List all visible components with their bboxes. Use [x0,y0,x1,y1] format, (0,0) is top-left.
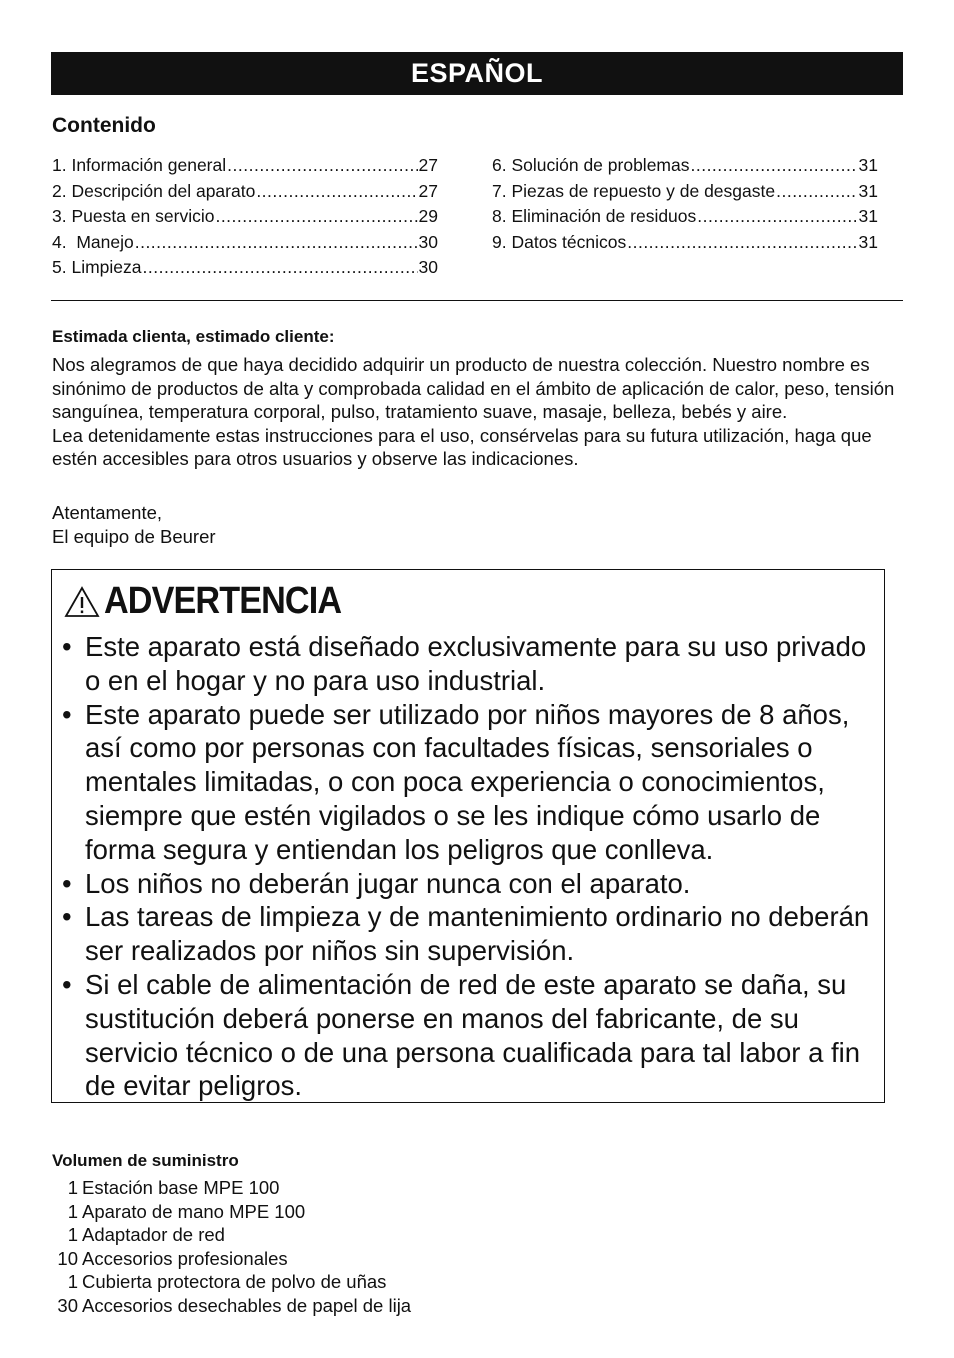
warning-item [62,867,882,901]
warning-title: ADVERTENCIA [104,580,342,622]
supply-qty: 1 [67,1200,78,1222]
toc-entry[interactable] [492,204,878,230]
warning-item-text: Este aparato está diseñado exclusivamente para su uso privado o en el hogar y no para uso industrial. [85,631,867,696]
toc-leader-dots [227,153,417,179]
supply-title: Volumen de suministro [52,1151,239,1170]
bullet: • [62,698,72,730]
toc-leader-dots [256,179,417,205]
toc-entry[interactable] [52,153,438,179]
toc-entry-page: 31 [858,180,878,201]
toc-entry[interactable] [52,204,438,230]
toc-entry-label: 8. Eliminación de residuos [492,206,697,226]
toc-entry-label: 5. Limpieza [52,257,142,277]
toc-entry-label: 6. Solución de problemas [492,155,690,175]
bullet: • [62,631,72,662]
warning-item-text: Las tareas de limpieza y de mantenimiento ordinario no deberán ser realizados por niños sin supervisión. [85,901,870,967]
closing-signature [52,501,216,548]
warning-list [62,630,882,1103]
supply-item-name: Accesorios desechables de papel de lija [82,1294,412,1316]
supply-list [52,1176,411,1317]
toc-entry-label: 3. Puesta en servicio [52,206,215,226]
toc-entry-page: 31 [858,231,878,252]
toc-title: Contenido [52,114,156,137]
warning-header [64,580,367,623]
warning-item [62,900,882,968]
bullet: • [62,901,72,933]
supply-qty: 1 [67,1177,78,1198]
toc-column-right [492,153,878,255]
supply-item [52,1176,411,1200]
bullet: • [62,968,72,1000]
supply-qty: 1 [67,1224,78,1245]
warning-item-text: Este aparato puede ser utilizado por niños mayores de 8 años, así como por personas con facultades físicas, sensoriales o mentales limitadas, o con poca experiencia o conocimientos, siempre que estén vigilados o se les indique cómo usarlo de forma segura y entiendan los peligros que conlleva. [85,698,850,865]
intro-paragraph: Lea detenidamente estas instrucciones para el uso, consérvelas para su futura utilización, haga que estén accesibles para otros usuarios y observe las indicaciones. [52,424,872,469]
warning-item [62,968,882,1103]
toc-leader-dots [215,204,417,230]
warning-item-text: Los niños no deberán jugar nunca con el aparato. [85,867,691,899]
closing-line: Atentamente, [52,502,163,523]
toc-entry[interactable] [492,179,878,205]
toc-entry-label: 4. Manejo [52,231,134,252]
toc-leader-dots [135,230,418,256]
language-title: ESPAÑOL [410,58,543,88]
toc-entry-page: 27 [418,180,438,201]
supply-item-name: Aparato de mano MPE 100 [82,1200,306,1222]
warning-triangle-icon [64,586,100,618]
toc-entry-page: 30 [418,257,438,277]
toc-column-left [52,153,438,281]
toc-leader-dots [627,230,857,256]
supply-item-name: Adaptador de red [82,1224,225,1245]
warning-box [51,569,885,1103]
intro-paragraph: Nos alegramos de que haya decidido adquirir un producto de nuestra colección. Nuestro nombre es sinónimo de productos de alta y comprobada calidad en el ámbito de aplicación de calor, peso, tensión sanguínea, temperatura corporal, pulso, tratamiento suave, masaje, belleza, bebés y aire. [52,354,895,422]
toc-entry-label: 7. Piezas de repuesto y de desgaste [492,180,776,201]
supply-item-name: Cubierta protectora de polvo de uñas [82,1271,387,1292]
toc-entry[interactable] [492,230,878,256]
toc-entry-page: 27 [418,155,438,175]
toc-entry[interactable] [52,230,438,256]
section-divider [51,300,903,301]
toc-entry-label: 2. Descripción del aparato [52,180,256,201]
toc-entry-label: 9. Datos técnicos [492,231,627,252]
warning-item [62,630,882,698]
language-banner [51,52,903,95]
toc-leader-dots [143,255,418,281]
toc-leader-dots [776,179,857,205]
supply-item [52,1294,411,1318]
supply-qty: 10 [57,1247,78,1269]
toc-entry-page: 31 [858,206,878,226]
bullet: • [62,867,72,899]
supply-item-name: Accesorios profesionales [82,1247,288,1269]
toc-entry-page: 31 [858,155,878,175]
supply-qty: 30 [57,1294,78,1316]
greeting-heading: Estimada clienta, estimado cliente: [52,327,335,346]
supply-item [52,1200,411,1224]
toc-leader-dots [690,153,857,179]
toc-entry[interactable] [52,179,438,205]
closing-line: El equipo de Beurer [52,525,216,547]
supply-item [52,1223,411,1247]
warning-item-text: Si el cable de alimentación de red de este aparato se daña, su sustitución deberá ponerse en manos del fabricante, de su servicio técnico o de una persona cualificada para tal labor a fin de evitar peligros. [85,968,861,1102]
warning-item [62,698,882,867]
toc-entry[interactable] [52,255,438,281]
toc-entry-page: 30 [418,231,438,252]
supply-item-name: Estación base MPE 100 [82,1177,280,1198]
toc-leader-dots [697,204,857,230]
supply-qty: 1 [67,1271,78,1292]
toc-entry[interactable] [492,153,878,179]
toc-entry-page: 29 [418,206,438,226]
supply-item [52,1247,411,1271]
intro-text [52,353,907,471]
supply-item [52,1270,411,1294]
toc-entry-label: 1. Información general [52,155,227,175]
